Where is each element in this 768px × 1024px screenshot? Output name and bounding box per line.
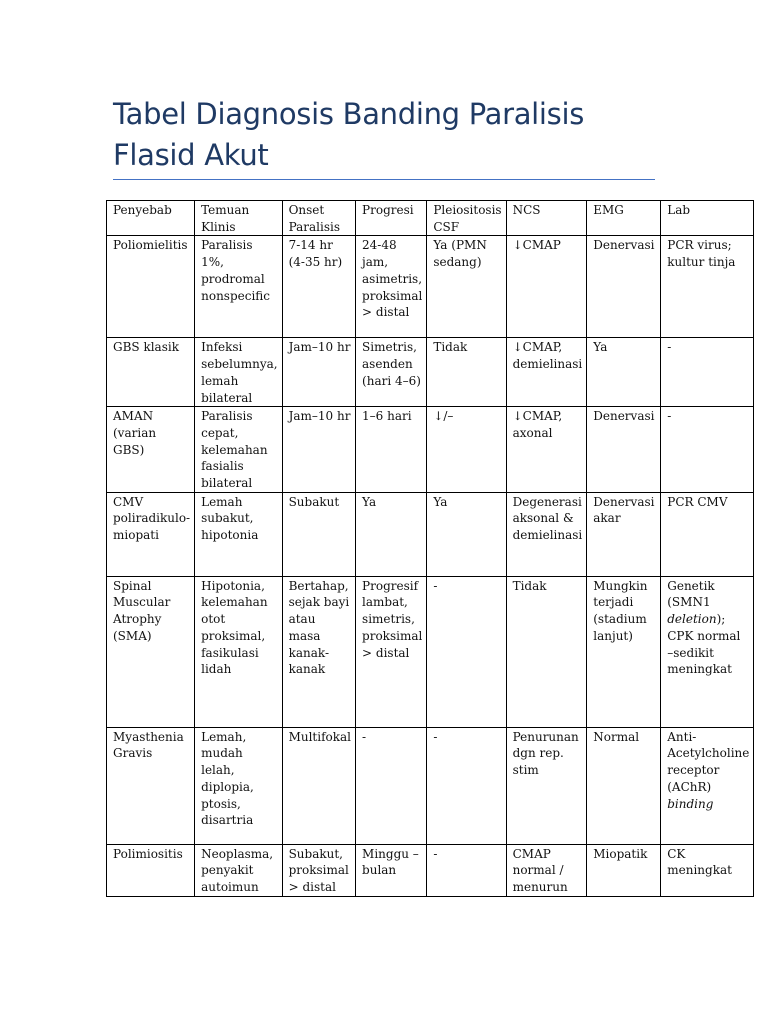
column-header: Lab — [661, 201, 754, 236]
cell-onset: Subakut — [282, 492, 355, 576]
cell-penyebab: CMV poliradikulo-miopati — [107, 492, 195, 576]
table-header-row — [107, 201, 754, 236]
cell-penyebab: Myasthenia Gravis — [107, 727, 195, 844]
cell-progresi: Progresif lambat, simetris, proksimal > distal — [356, 576, 427, 727]
cell-onset: Jam–10 hr — [282, 407, 355, 493]
cell-progresi: Simetris, asenden (hari 4–6) — [356, 338, 427, 407]
cell-ncs: ↓CMAP, axonal — [506, 407, 587, 493]
lab-text: Genetik (SMN1 — [667, 578, 715, 610]
cell-onset: Jam–10 hr — [282, 338, 355, 407]
cell-temuan: Infeksi sebelumnya, lemah bilateral — [195, 338, 282, 407]
table-row — [107, 576, 754, 727]
cell-ncs: Degenerasi aksonal & demielinasi — [506, 492, 587, 576]
cell-temuan: Lemah subakut, hipotonia — [195, 492, 282, 576]
cell-onset: 7-14 hr (4-35 hr) — [282, 236, 355, 338]
diagnosis-table — [106, 200, 754, 897]
cell-progresi: Minggu – bulan — [356, 844, 427, 896]
cell-emg: Mungkin terjadi (stadium lanjut) — [587, 576, 661, 727]
title-underline — [113, 179, 655, 180]
cell-progresi: - — [356, 727, 427, 844]
cell-penyebab: AMAN (varian GBS) — [107, 407, 195, 493]
table-row — [107, 338, 754, 407]
cell-temuan: Paralisis cepat, kelemahan fasialis bilateral — [195, 407, 282, 493]
column-header: Progresi — [356, 201, 427, 236]
cell-temuan: Lemah, mudah lelah, diplopia, ptosis, disartria — [195, 727, 282, 844]
cell-onset: Multifokal — [282, 727, 355, 844]
column-header: EMG — [587, 201, 661, 236]
lab-italic-term: binding — [667, 796, 714, 811]
cell-pleiositosis: Ya (PMN sedang) — [427, 236, 506, 338]
cell-penyebab: GBS klasik — [107, 338, 195, 407]
cell-progresi: 1–6 hari — [356, 407, 427, 493]
cell-lab: PCR CMV — [661, 492, 754, 576]
cell-lab: - — [661, 407, 754, 493]
lab-italic-term: deletion — [667, 612, 717, 627]
cell-pleiositosis: Tidak — [427, 338, 506, 407]
column-header: NCS — [506, 201, 587, 236]
lab-text: Anti-Acetylcholine receptor (AChR) — [667, 729, 750, 794]
cell-onset: Bertahap, sejak bayi atau masa kanak-kanak — [282, 576, 355, 727]
cell-lab — [661, 727, 754, 844]
cell-temuan: Neoplasma, penyakit autoimun — [195, 844, 282, 896]
cell-temuan: Paralisis 1%, prodromal nonspecific — [195, 236, 282, 338]
cell-onset: Subakut, proksimal > distal — [282, 844, 355, 896]
table-row — [107, 236, 754, 338]
cell-pleiositosis: - — [427, 576, 506, 727]
cell-penyebab: Spinal Muscular Atrophy (SMA) — [107, 576, 195, 727]
cell-lab: - — [661, 338, 754, 407]
cell-pleiositosis: - — [427, 727, 506, 844]
cell-penyebab: Polimiositis — [107, 844, 195, 896]
column-header: Pleiositosis CSF — [427, 201, 506, 236]
column-header: Temuan Klinis — [195, 201, 282, 236]
table-row — [107, 844, 754, 896]
cell-ncs: CMAP normal / menurun — [506, 844, 587, 896]
cell-lab: PCR virus; kultur tinja — [661, 236, 754, 338]
table-row — [107, 727, 754, 844]
cell-pleiositosis: ↓/– — [427, 407, 506, 493]
cell-emg: Denervasi — [587, 407, 661, 493]
cell-emg: Miopatik — [587, 844, 661, 896]
column-header: Penyebab — [107, 201, 195, 236]
cell-progresi: 24-48 jam, asimetris, proksimal > distal — [356, 236, 427, 338]
cell-penyebab: Poliomielitis — [107, 236, 195, 338]
cell-emg: Normal — [587, 727, 661, 844]
table-row — [107, 492, 754, 576]
cell-lab: CK meningkat — [661, 844, 754, 896]
cell-ncs: ↓CMAP — [506, 236, 587, 338]
cell-ncs: Tidak — [506, 576, 587, 727]
cell-lab — [661, 576, 754, 727]
cell-ncs: Penurunan dgn rep. stim — [506, 727, 587, 844]
table-row — [107, 407, 754, 493]
page-title: Tabel Diagnosis Banding Paralisis Flasid Akut — [113, 97, 585, 172]
cell-emg: Denervasi akar — [587, 492, 661, 576]
cell-progresi: Ya — [356, 492, 427, 576]
column-header: Onset Paralisis — [282, 201, 355, 236]
cell-pleiositosis: Ya — [427, 492, 506, 576]
cell-pleiositosis: - — [427, 844, 506, 896]
cell-emg: Denervasi — [587, 236, 661, 338]
lab-text: ); CPK normal –sedikit meningkat — [667, 612, 741, 677]
cell-temuan: Hipotonia, kelemahan otot proksimal, fasikulasi lidah — [195, 576, 282, 727]
cell-ncs: ↓CMAP, demielinasi — [506, 338, 587, 407]
cell-emg: Ya — [587, 338, 661, 407]
